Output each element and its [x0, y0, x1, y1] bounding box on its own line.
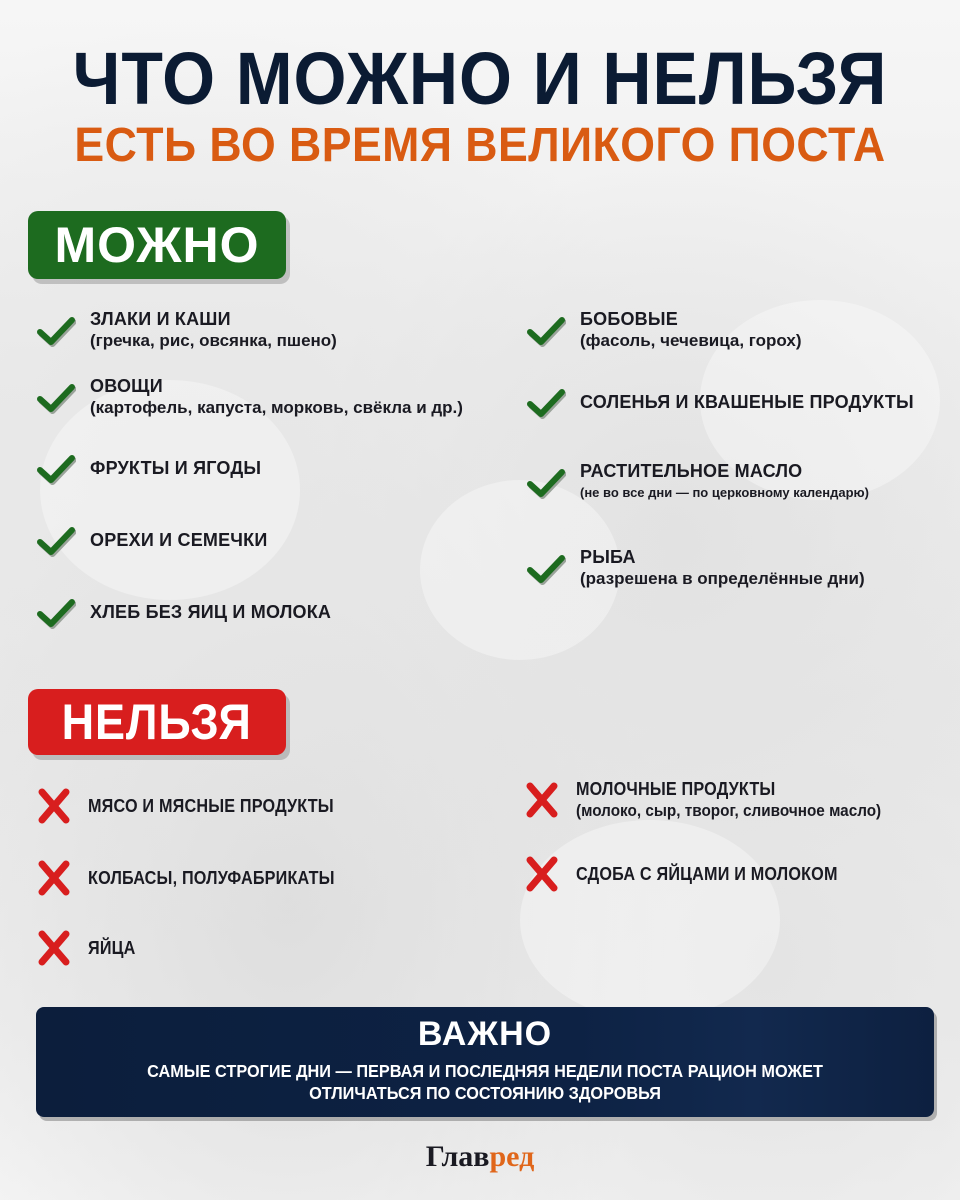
item-detail: (не во все дни — по церковному календарю) — [580, 485, 869, 500]
cross-icon — [34, 928, 74, 968]
allowed-item — [36, 592, 331, 632]
forbidden-badge — [28, 689, 286, 755]
logo-part-2: ред — [489, 1140, 535, 1173]
cross-icon — [522, 854, 562, 894]
allowed-badge — [28, 211, 286, 279]
forbidden-item — [34, 858, 362, 898]
important-line-1: САМЫЕ СТРОГИЕ ДНИ — ПЕРВАЯ И ПОСЛЕДНЯЯ НЕДЕЛИ ПОСТА РАЦИОН МОЖЕТ — [147, 1061, 823, 1081]
item-label: ЯЙЦА — [88, 938, 136, 958]
allowed-item — [36, 520, 267, 560]
important-notice — [36, 1007, 934, 1117]
cross-icon — [522, 780, 562, 820]
check-icon — [526, 462, 566, 502]
allowed-item — [36, 448, 261, 488]
forbidden-badge-label: НЕЛЬЗЯ — [61, 694, 253, 750]
item-detail: (гречка, рис, овсянка, пшено) — [90, 331, 337, 350]
item-label: ОРЕХИ И СЕМЕЧКИ — [90, 530, 268, 550]
item-detail: (фасоль, чечевица, горох) — [580, 331, 802, 350]
important-heading: ВАЖНО — [417, 1015, 553, 1053]
item-label: МЯСО И МЯСНЫЕ ПРОДУКТЫ — [88, 796, 334, 816]
item-detail: (картофель, капуста, морковь, свёкла и др.) — [90, 398, 463, 417]
allowed-item — [36, 375, 463, 419]
item-label: РЫБА — [580, 547, 636, 567]
allowed-item — [526, 308, 802, 352]
cross-icon — [34, 786, 74, 826]
forbidden-item — [522, 778, 915, 822]
item-label: ХЛЕБ БЕЗ ЯИЦ И МОЛОКА — [90, 602, 332, 622]
check-icon — [526, 548, 566, 588]
cross-icon — [34, 858, 74, 898]
check-icon — [36, 520, 76, 560]
item-detail: (разрешена в определённые дни) — [580, 569, 865, 588]
check-icon — [36, 310, 76, 350]
allowed-item — [36, 308, 337, 352]
important-text — [67, 1060, 902, 1104]
item-label: МОЛОЧНЫЕ ПРОДУКТЫ — [576, 779, 776, 799]
item-detail: (молоко, сыр, творог, сливочное масло) — [576, 801, 882, 820]
allowed-item — [526, 382, 914, 422]
page-title: ЧТО МОЖНО И НЕЛЬЗЯ — [72, 37, 888, 120]
logo-part-1: Глав — [425, 1140, 490, 1173]
item-label: ЗЛАКИ И КАШИ — [90, 309, 231, 329]
item-label: БОБОВЫЕ — [580, 309, 678, 329]
forbidden-item — [34, 928, 141, 968]
check-icon — [36, 448, 76, 488]
check-icon — [526, 310, 566, 350]
forbidden-item — [522, 854, 867, 894]
forbidden-item — [34, 786, 361, 826]
brand-logo — [0, 1140, 960, 1174]
item-label: РАСТИТЕЛЬНОЕ МАСЛО — [580, 461, 803, 481]
important-line-2: ОТЛИЧАТЬСЯ ПО СОСТОЯНИЮ ЗДОРОВЬЯ — [309, 1083, 661, 1103]
item-label: ОВОЩИ — [90, 376, 163, 396]
allowed-item — [526, 546, 865, 590]
item-label: КОЛБАСЫ, ПОЛУФАБРИКАТЫ — [88, 868, 335, 888]
item-label: СДОБА С ЯЙЦАМИ И МОЛОКОМ — [576, 864, 838, 884]
check-icon — [526, 382, 566, 422]
check-icon — [36, 377, 76, 417]
item-label: ФРУКТЫ И ЯГОДЫ — [90, 458, 262, 478]
check-icon — [36, 592, 76, 632]
allowed-item — [526, 460, 869, 504]
item-label: СОЛЕНЬЯ И КВАШЕНЫЕ ПРОДУКТЫ — [580, 392, 914, 412]
page-subtitle: ЕСТЬ ВО ВРЕМЯ ВЕЛИКОГО ПОСТА — [74, 119, 886, 172]
background-shape — [520, 820, 780, 1020]
allowed-badge-label: МОЖНО — [54, 217, 260, 273]
